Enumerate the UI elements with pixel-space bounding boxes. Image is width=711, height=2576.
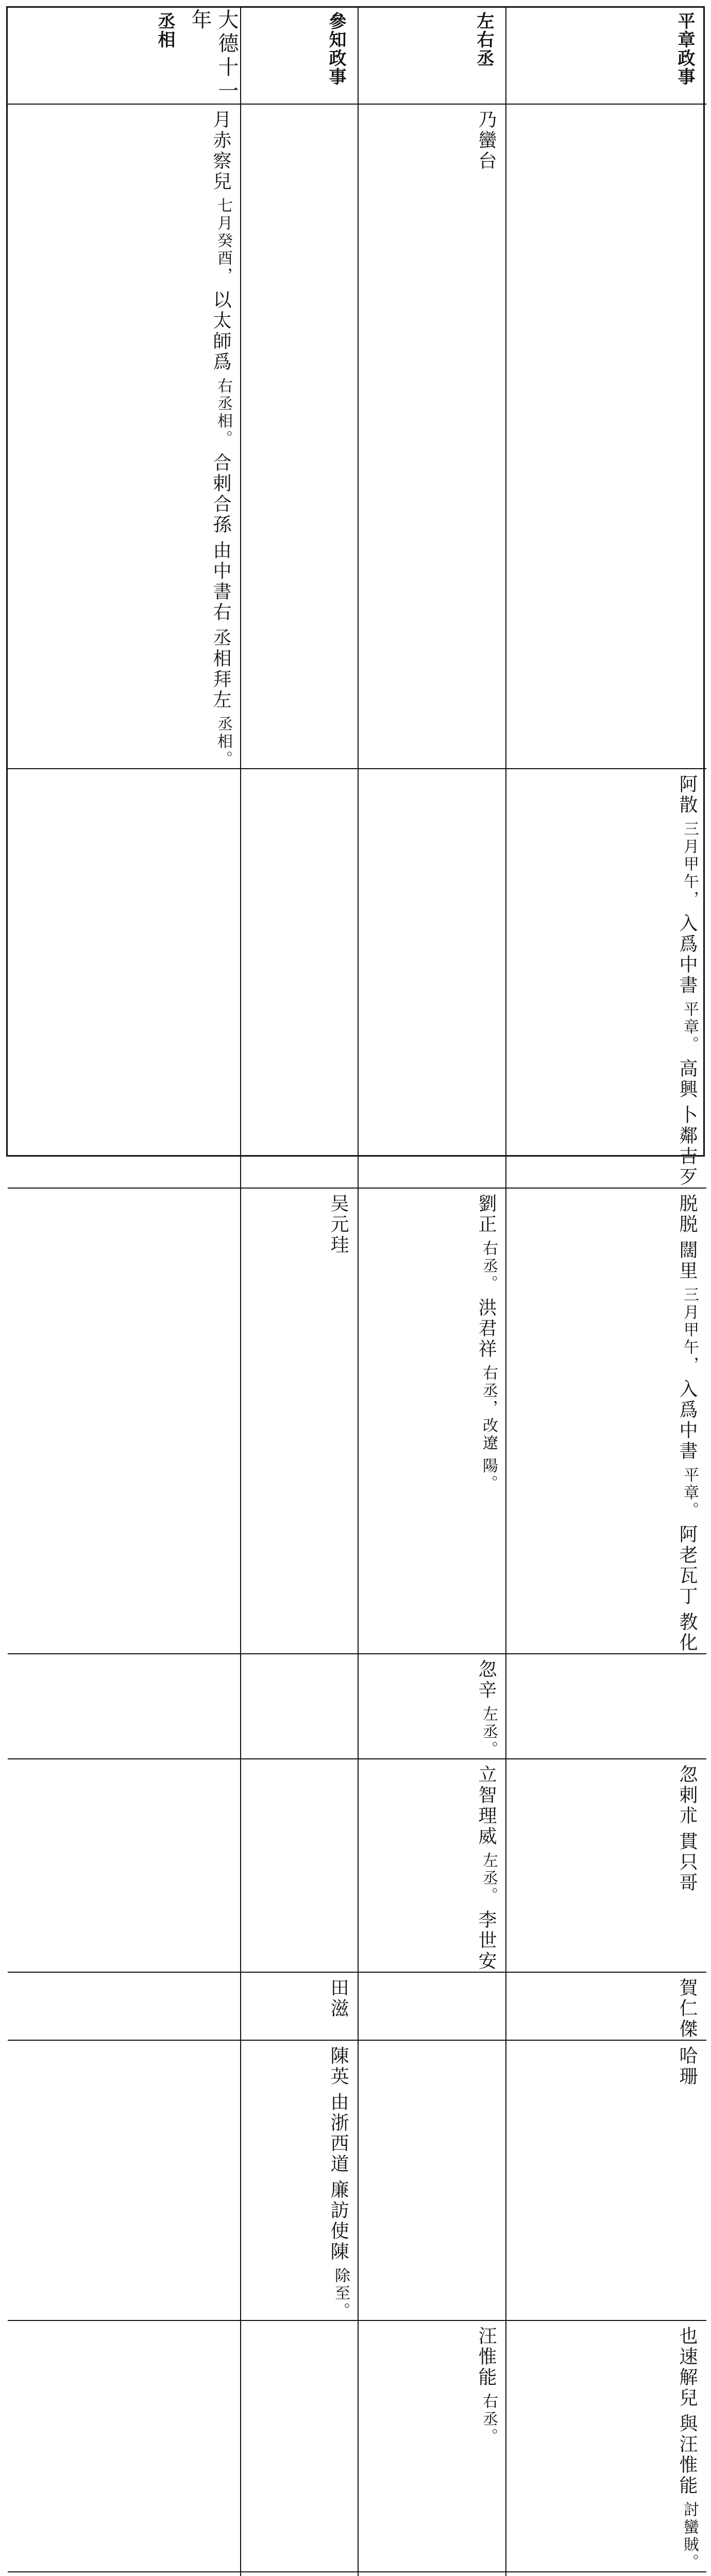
cell-zuoyoucheng bbox=[359, 1973, 506, 2041]
annotation-text: 左丞。 bbox=[480, 1852, 498, 1905]
cell-chengxiang bbox=[8, 1759, 241, 1973]
official-name: 入爲中書 bbox=[676, 913, 698, 996]
cell-pingzhang bbox=[506, 1654, 706, 1759]
official-name: 忽剌朮 bbox=[676, 1765, 698, 1826]
cell-pingzhang bbox=[506, 2321, 706, 2572]
cell-zuoyoucheng bbox=[359, 1189, 506, 1654]
official-name: 月赤察兒 bbox=[210, 110, 231, 192]
official-name: 丞相拜左 bbox=[210, 628, 231, 710]
cell-pingzhang bbox=[506, 1973, 706, 2041]
official-name: 由浙西道 bbox=[328, 2092, 349, 2175]
cell-chengxiang bbox=[8, 2041, 241, 2321]
cell-entries bbox=[207, 105, 234, 768]
cell-entries bbox=[472, 2321, 499, 2571]
official-name: 卜鄰吉歹 bbox=[676, 1105, 698, 1188]
cell-canzhi bbox=[241, 2041, 359, 2321]
cell-canzhi bbox=[241, 2321, 359, 2572]
annotation-text: 左丞。 bbox=[480, 1706, 498, 1758]
official-name: 洪君祥 bbox=[476, 1298, 497, 1360]
official-name: 田滋 bbox=[328, 1978, 349, 2019]
official-name: 忽辛 bbox=[476, 1659, 497, 1701]
official-name: 陳英 bbox=[328, 2046, 349, 2087]
official-name: 阿老瓦丁 bbox=[676, 1524, 698, 1607]
cell-pingzhang bbox=[506, 2572, 706, 2576]
cell-chengxiang bbox=[8, 769, 241, 1189]
official-name: 以太師爲 bbox=[210, 290, 231, 372]
cell-entries bbox=[673, 2321, 700, 2571]
official-name: 貫只哥 bbox=[676, 1832, 698, 1893]
official-name: 脱脱 bbox=[676, 1194, 698, 1235]
cell-entries bbox=[325, 2572, 351, 2576]
annotation-text: 右丞。 bbox=[480, 1240, 498, 1293]
official-name: 與汪惟能 bbox=[676, 2414, 698, 2496]
cell-entries bbox=[673, 769, 700, 1188]
cell-zuoyoucheng bbox=[359, 769, 506, 1189]
cell-canzhi bbox=[241, 1759, 359, 1973]
official-name: 教化 bbox=[676, 1612, 698, 1653]
cell-canzhi bbox=[241, 105, 359, 769]
annotation-text: 除至。 bbox=[332, 2267, 350, 2320]
cell-entries bbox=[673, 1973, 700, 2040]
cell-pingzhang bbox=[506, 1189, 706, 1654]
official-name: 哈珊 bbox=[676, 2046, 698, 2087]
cell-zuoyoucheng bbox=[359, 1654, 506, 1759]
cell-entries bbox=[472, 2572, 499, 2576]
annotation-text: 三月甲午， bbox=[681, 1286, 699, 1374]
official-name: 賀仁傑 bbox=[676, 1978, 698, 2040]
official-name: 乃蠻台 bbox=[476, 110, 497, 172]
official-name: 闊里 bbox=[676, 1240, 698, 1281]
official-name: 廉訪使陳 bbox=[328, 2180, 349, 2262]
annotation-text: 丞相。 bbox=[214, 716, 232, 768]
cell-entries bbox=[325, 1973, 351, 2040]
header-title-zuoyoucheng: 左右丞 bbox=[473, 12, 494, 67]
cell-chengxiang bbox=[8, 2321, 241, 2572]
cell-zuoyoucheng bbox=[359, 2321, 506, 2572]
cell-chengxiang bbox=[8, 2572, 241, 2576]
official-name: 劉正 bbox=[476, 1194, 497, 1235]
header-title-canzhi: 參知政事 bbox=[326, 12, 346, 86]
cell-entries bbox=[673, 2041, 700, 2320]
annotation-text: 平章。 bbox=[681, 1467, 699, 1519]
cell-pingzhang bbox=[506, 2041, 706, 2321]
cell-canzhi bbox=[241, 2572, 359, 2576]
official-name: 李世安 bbox=[476, 1910, 497, 1972]
official-name: 吴元珪 bbox=[328, 1194, 349, 1256]
official-name: 由中書右 bbox=[210, 540, 231, 623]
annotation-text: 平章。 bbox=[681, 1001, 699, 1054]
cell-chengxiang bbox=[8, 1189, 241, 1654]
header-canzhi bbox=[241, 8, 359, 105]
header-title-chengxiang: 丞相 bbox=[155, 12, 175, 49]
header-pingzhang bbox=[506, 8, 706, 105]
cell-entries bbox=[472, 105, 499, 768]
official-name: 高興 bbox=[676, 1059, 698, 1100]
cell-entries bbox=[472, 1189, 499, 1653]
cell-entries bbox=[472, 1654, 499, 1758]
annotation-text: 七月癸酉， bbox=[214, 197, 232, 285]
official-name: 入爲中書 bbox=[676, 1379, 698, 1462]
cell-entries bbox=[325, 2041, 351, 2320]
cell-entries bbox=[673, 2572, 700, 2576]
cell-entries bbox=[325, 1189, 351, 1653]
cell-zuoyoucheng bbox=[359, 2572, 506, 2576]
annotation-text: 討蠻賊。 bbox=[681, 2501, 699, 2571]
cell-pingzhang bbox=[506, 1759, 706, 1973]
cell-chengxiang bbox=[8, 1654, 241, 1759]
official-name: 合剌合孫 bbox=[210, 453, 231, 535]
cell-canzhi bbox=[241, 1973, 359, 2041]
official-name: 也速解兒 bbox=[676, 2326, 698, 2409]
cell-entries bbox=[673, 1189, 700, 1653]
header-title-pingzhang: 平章政事 bbox=[674, 12, 695, 86]
year-heading: 大德十一 bbox=[215, 9, 239, 104]
cell-chengxiang bbox=[8, 105, 241, 769]
header-chengxiang bbox=[8, 8, 241, 105]
cell-canzhi bbox=[241, 769, 359, 1189]
cell-zuoyoucheng bbox=[359, 2041, 506, 2321]
official-name: 阿散 bbox=[676, 774, 698, 816]
official-name: 立智理威 bbox=[476, 1765, 497, 1847]
annotation-text: 三月甲午， bbox=[681, 821, 699, 908]
chronological-table bbox=[6, 6, 705, 2571]
annotation-text: 右丞。 bbox=[480, 2393, 498, 2446]
cell-zuoyoucheng bbox=[359, 1759, 506, 1973]
annotation-text: 右丞相。 bbox=[214, 378, 232, 448]
year-heading-suffix: 年 bbox=[188, 9, 212, 32]
cell-entries bbox=[472, 1759, 499, 1972]
cell-pingzhang bbox=[506, 769, 706, 1189]
annotation-text: 右丞，改遼 bbox=[480, 1365, 498, 1452]
cell-entries bbox=[673, 1759, 700, 1972]
header-zuoyoucheng bbox=[359, 8, 506, 105]
cell-zuoyoucheng bbox=[359, 105, 506, 769]
cell-canzhi bbox=[241, 1189, 359, 1654]
annotation-text: 陽。 bbox=[480, 1458, 498, 1493]
cell-chengxiang bbox=[8, 1973, 241, 2041]
cell-pingzhang bbox=[506, 105, 706, 769]
official-name: 汪惟能 bbox=[476, 2326, 497, 2388]
cell-canzhi bbox=[241, 1654, 359, 1759]
